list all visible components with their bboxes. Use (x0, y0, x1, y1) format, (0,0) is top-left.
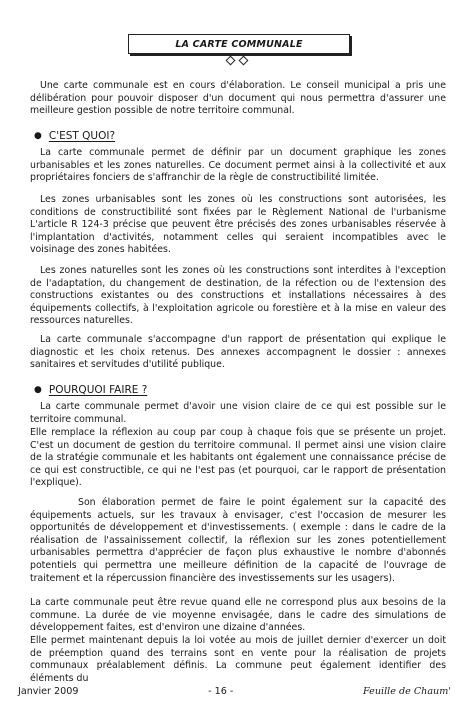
publication-name: Feuille de Chaum' (363, 686, 451, 697)
paragraph: La carte communale permet d'avoir une vision claire de ce qui est possible sur le territoire communal. (30, 401, 446, 425)
section-heading-label: POURQUOI FAIRE ? (48, 384, 148, 396)
section-heading-pourquoi-faire (34, 384, 147, 396)
bullet-icon: ● (34, 385, 42, 395)
paragraph: Les zones naturelles sont les zones où les constructions sont interdites à l'exception de l'adaptation, du changement de destination, de la réfection ou de l'extension des constructions existantes ou des constructions et installations nécessaires à des équipements collectifs, à l'exploitation agricole ou forestière et à la mise en valeur des ressources naturelles. (30, 265, 446, 327)
page-number: - 16 - (208, 686, 234, 697)
paragraph: La carte communale s'accompagne d'un rapport de présentation qui explique le diagnostic et les choix retenus. Des annexes accompagnent le dossier : annexes sanitaires et servitudes d'utilité publique. (30, 334, 446, 371)
paragraph: Elle remplace la réflexion au coup par coup à chaque fois que se présente un projet. C'est un document de gestion du territoire communal. Il permet ainsi une vision claire de la stratégie communale et les habitants ont également une connaissance précise de ce qui est constructible, ce qui ne l'est pas (et pourquoi, car le rapport de présentation l'explique). (30, 427, 446, 489)
intro-paragraph: Une carte communale est en cours d'élaboration. Le conseil municipal a pris une délibération pour pouvoir disposer d'un document qui nous permettra d'assurer une meilleure gestion possible de notre territoire communal. (30, 80, 446, 117)
diamond-ornament-icon (239, 55, 249, 65)
footer-date: Janvier 2009 (18, 686, 79, 697)
section-heading-cest-quoi (34, 130, 115, 142)
section-heading-label: C'EST QUOI? (48, 130, 116, 142)
page-title: LA CARTE COMMUNALE (128, 34, 350, 54)
paragraph: La carte communale permet de définir par un document graphique les zones urbanisables et les zones naturelles. Ce document permet ainsi à la collectivité et aux propriétaires fonciers de s'affranchir de la règle de constructibilité limitée. (30, 147, 446, 184)
paragraph: La carte communale peut être revue quand elle ne correspond plus aux besoins de la commune. La durée de vie moyenne envisagée, dans le cadre des simulations de développement faites, est d'environ une dizaine d'années. (30, 597, 446, 634)
diamond-ornament-icon (226, 55, 236, 65)
paragraph: Elle permet maintenant depuis la loi votée au mois de juillet dernier d'exercer un doit de préemption quand des terrains sont en vente pour la réalisation de projets communaux préalablement définis. La commune peut également identifier des éléments du (30, 635, 446, 684)
title-ornament (227, 57, 247, 63)
paragraph: Son élaboration permet de faire le point également sur la capacité des équipements actuels, sur les travaux à envisager, c'est l'occasion de mesurer les opportunités de développement et d'investissements. ( exemple : dans le cadre de la réalisation de l'assainissement collectif, la réflexion sur les zones potentiellement urbanisables permettra d'apprécier de façon plus exhaustive le nombre d'abonnés potentiels qui permettra une meilleure définition de la capacité de l'ouvrage de traitement et la répercussion financière des investissements sur les usagers). (30, 497, 446, 584)
paragraph: Les zones urbanisables sont les zones où les constructions sont autorisées, les conditions de constructibilité sont fixées par le Règlement National de l'urbanisme L'article R 124-3 précise que peuvent être précisés des zones urbanisables réservée à l'implantation d'activités, notamment celles qui seraient incompatibles avec le voisinage des zones habitées. (30, 194, 446, 256)
bullet-icon: ● (34, 131, 42, 141)
page-footer (18, 686, 451, 697)
